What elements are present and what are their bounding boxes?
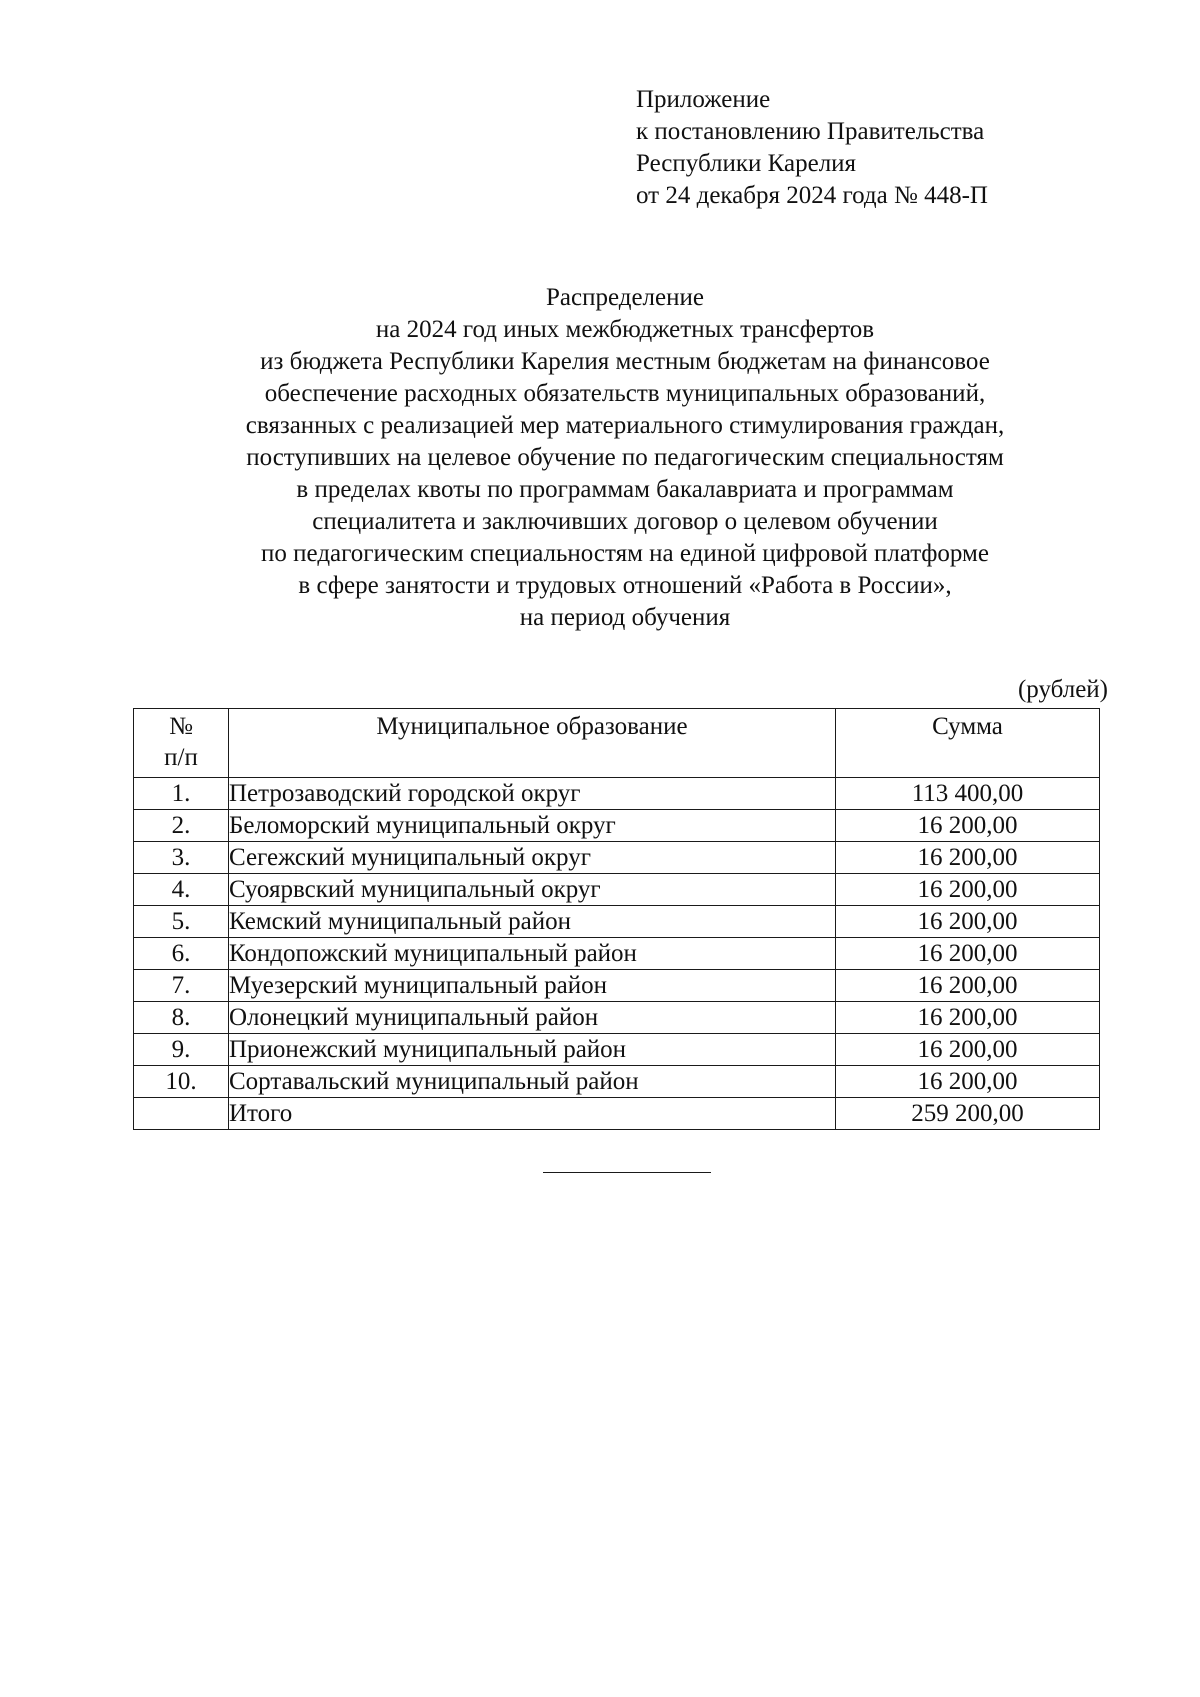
table-row — [134, 874, 1100, 906]
row-number: 8. — [134, 1002, 229, 1034]
table-row — [134, 842, 1100, 874]
row-sum: 16 200,00 — [836, 938, 1100, 970]
appendix-header — [636, 84, 988, 212]
total-sum: 259 200,00 — [836, 1098, 1100, 1130]
row-municipality: Олонецкий муниципальный район — [229, 1002, 836, 1034]
header-number-abbr: п/п — [164, 744, 198, 771]
title-line: на 2024 год иных межбюджетных трансфертов — [375, 316, 875, 343]
table-row — [134, 778, 1100, 810]
table-row — [134, 1002, 1100, 1034]
row-number: 3. — [134, 842, 229, 874]
title-line: в пределах квоты по программам бакалавриата и программам — [296, 476, 954, 503]
row-municipality: Прионежский муниципальный район — [229, 1034, 836, 1066]
row-municipality: Муезерский муниципальный район — [229, 970, 836, 1002]
row-number: 6. — [134, 938, 229, 970]
row-sum: 16 200,00 — [836, 906, 1100, 938]
total-number — [134, 1098, 229, 1130]
title-line: из бюджета Республики Карелия местным бюджетам на финансовое — [260, 348, 990, 375]
row-municipality: Кондопожский муниципальный район — [229, 938, 836, 970]
header-municipality: Муниципальное образование — [229, 709, 836, 778]
row-sum: 16 200,00 — [836, 970, 1100, 1002]
appendix-line: от 24 декабря 2024 года № 448-П — [636, 182, 988, 209]
row-sum: 16 200,00 — [836, 1066, 1100, 1098]
row-sum: 16 200,00 — [836, 874, 1100, 906]
row-sum: 16 200,00 — [836, 1034, 1100, 1066]
row-number: 7. — [134, 970, 229, 1002]
appendix-line: Приложение — [636, 86, 771, 113]
header-number-symbol: № — [169, 713, 193, 740]
table-row — [134, 906, 1100, 938]
row-number: 10. — [134, 1066, 229, 1098]
distribution-table — [133, 708, 1100, 1130]
row-municipality: Петрозаводский городской округ — [229, 778, 836, 810]
title-line: Распределение — [546, 284, 704, 311]
appendix-line: к постановлению Правительства — [636, 118, 985, 145]
table-row — [134, 810, 1100, 842]
total-label: Итого — [229, 1098, 836, 1130]
row-number: 4. — [134, 874, 229, 906]
header-number — [134, 709, 229, 778]
title-line: на период обучения — [519, 604, 731, 631]
table-header-row — [134, 709, 1100, 778]
row-municipality: Кемский муниципальный район — [229, 906, 836, 938]
row-municipality: Суоярвский муниципальный округ — [229, 874, 836, 906]
title-line: поступивших на целевое обучение по педагогическим специальностям — [246, 444, 1004, 471]
row-number: 9. — [134, 1034, 229, 1066]
end-separator-line — [543, 1172, 711, 1173]
title-line: специалитета и заключивших договор о целевом обучении — [312, 508, 938, 535]
title-line: связанных с реализацией мер материального стимулирования граждан, — [245, 412, 1005, 439]
title-line: по педагогическим специальностям на единой цифровой платформе — [261, 540, 989, 567]
row-number: 2. — [134, 810, 229, 842]
title-line: обеспечение расходных обязательств муниципальных образований, — [264, 380, 986, 407]
table-total-row — [134, 1098, 1100, 1130]
units-label: (рублей) — [1017, 676, 1108, 703]
document-title — [130, 282, 1120, 634]
table-row — [134, 938, 1100, 970]
title-line: в сфере занятости и трудовых отношений «Работа в России», — [298, 572, 952, 599]
table-row — [134, 1034, 1100, 1066]
row-municipality: Сегежский муниципальный округ — [229, 842, 836, 874]
row-number: 5. — [134, 906, 229, 938]
row-municipality: Беломорский муниципальный округ — [229, 810, 836, 842]
header-sum: Сумма — [836, 709, 1100, 778]
row-sum: 16 200,00 — [836, 810, 1100, 842]
table-row — [134, 1066, 1100, 1098]
row-number: 1. — [134, 778, 229, 810]
row-sum: 113 400,00 — [836, 778, 1100, 810]
row-sum: 16 200,00 — [836, 1002, 1100, 1034]
table-row — [134, 970, 1100, 1002]
row-sum: 16 200,00 — [836, 842, 1100, 874]
appendix-line: Республики Карелия — [636, 150, 857, 177]
row-municipality: Сортавальский муниципальный район — [229, 1066, 836, 1098]
